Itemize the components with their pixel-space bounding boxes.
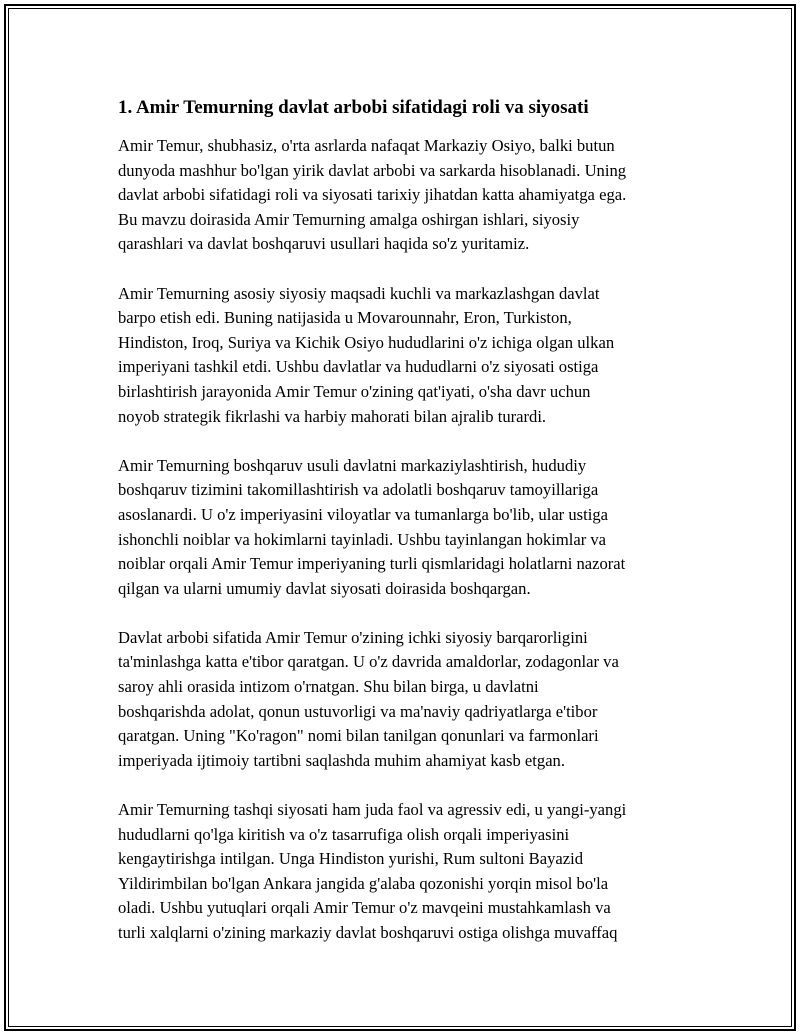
document-body xyxy=(118,96,698,970)
paragraph-3: Amir Temurning boshqaruv usuli davlatni markaziylashtirish, hududiy boshqaruv tizimini takomillashtirish va adolatli boshqaruv tamoyillariga asoslanardi. U o'z imperiyasini viloyatlar va tumanlarga bo'lib, ular ustiga ishonchli noiblar va hokimlarni tayinladi. Ushbu tayinlangan hokimlar va noiblar orqali Amir Temur imperiyaning turli qismlaridagi holatlarni nazorat qilgan va ularni umumiy davlat siyosati doirasida boshqargan. xyxy=(118,455,626,598)
paragraph-2: Amir Temurning asosiy siyosiy maqsadi kuchli va markazlashgan davlat barpo etish edi. Buning natijasida u Movarounnahr, Eron, Turkiston, Hindiston, Iroq, Suriya va Kichik Osiyo hududlarini o'z ichiga olgan ulkan imperiyani tashkil etdi. Ushbu davlatlar va hududlarni o'z siyosati ostiga birlashtirish jarayonida Amir Temur o'zining qat'iyati, o'sha davr uchun noyob strategik fikrlashi va harbiy mahorati bilan ajralib turardi. xyxy=(118,283,615,426)
paragraph-1: Amir Temur, shubhasiz, o'rta asrlarda nafaqat Markaziy Osiyo, balki butun dunyoda mashhur bo'lgan yirik davlat arbobi va sarkarda hisoblanadi. Uning davlat arbobi sifatidagi roli va siyosati tarixiy jihatdan katta ahamiyatga ega. Bu mavzu doirasida Amir Temurning amalga oshirgan ishlari, siyosiy qarashlari va davlat boshqaruvi usullari haqida so'z yuritamiz. xyxy=(118,136,627,254)
paragraph-5: Amir Temurning tashqi siyosati ham juda faol va agressiv edi, u yangi-yangi hududlarni qo'lga kiritish va o'z tasarrufiga olish orqali imperiyasini kengaytirishga intilgan. Unga Hindiston yurishi, Rum sultoni Bayazid Yildirimbilan bo'lgan Ankara jangida g'alaba qozonishi yorqin misol bo'la oladi. Ushbu yutuqlari orqali Amir Temur o'z mavqeini mustahkamlash va turli xalqlarni o'zining markaziy davlat boshqaruvi ostiga olishga muvaffaq xyxy=(118,800,627,942)
section-heading: 1. Amir Temurning davlat arbobi sifatidagi roli va siyosati xyxy=(118,97,589,118)
paragraph-4: Davlat arbobi sifatida Amir Temur o'zining ichki siyosiy barqarorligini ta'minlashga katta e'tibor qaratgan. U o'z davrida amaldorlar, zodagonlar va saroy ahli orasida intizom o'rnatgan. Shu bilan birga, u davlatni boshqarishda adolat, qonun ustuvorligi va ma'naviy qadriyatlarga e'tibor qaratgan. Uning "Ko'ragon" nomi bilan tanilgan qonunlari va farmonlari imperiyada ijtimoiy tartibni saqlashda muhim ahamiyat kasb etgan. xyxy=(118,627,619,770)
